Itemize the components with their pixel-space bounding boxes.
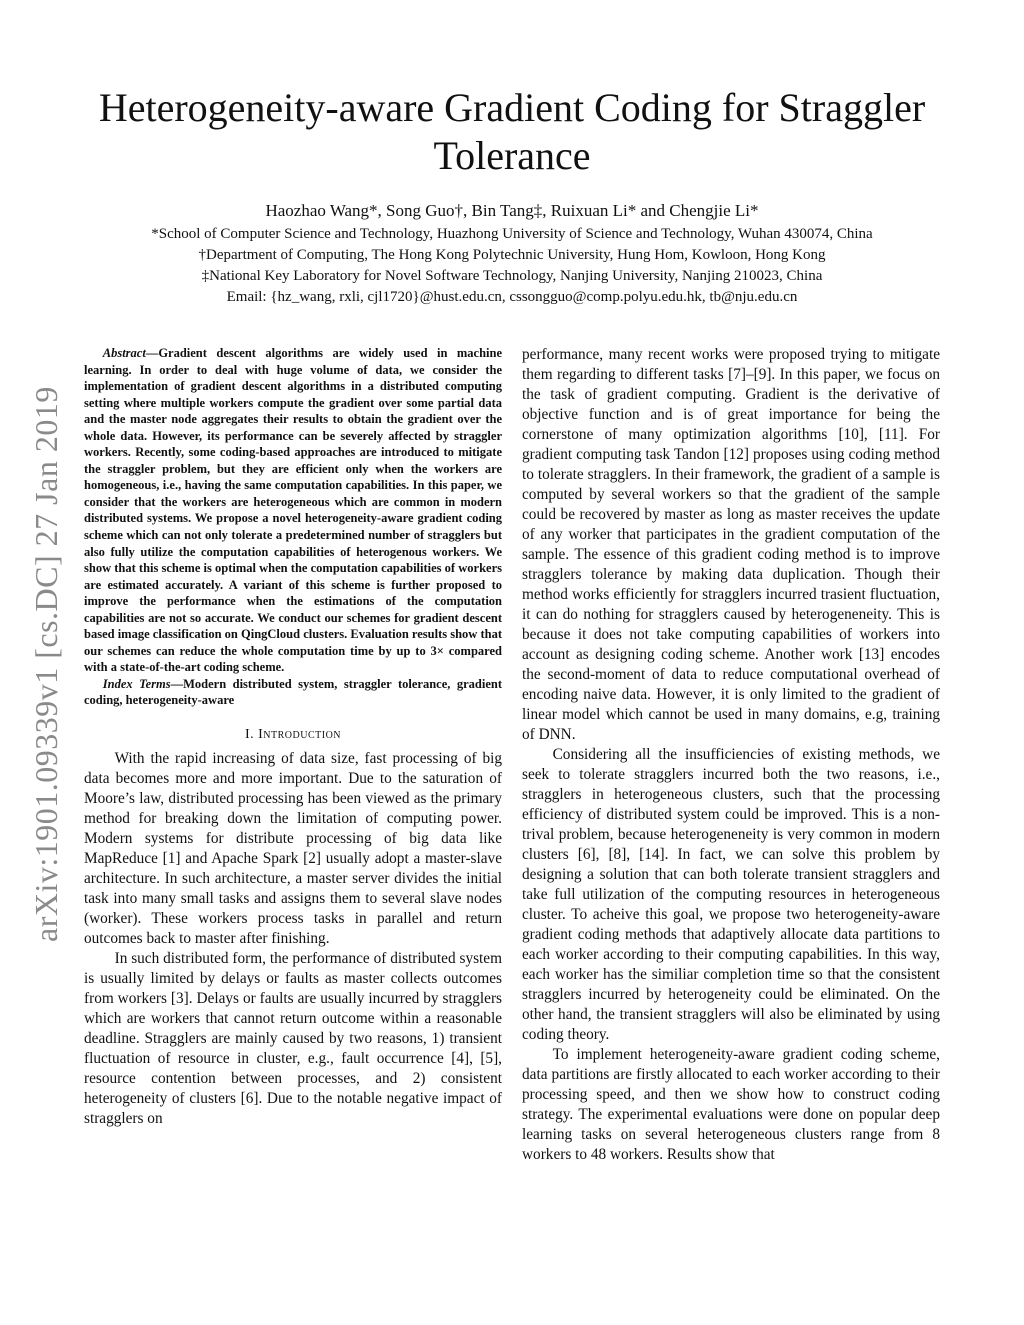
section-heading [84,727,502,743]
intro-paragraph-1: With the rapid increasing of data size, fast processing of big data becomes more and more important. Due to the saturation of Moore’s law, distributed processing has been viewed as the primary method for breaking down the limitation of computing power. Modern systems for distribute processing of big data like MapReduce [1] and Apache Spark [2] usually adopt a master-slave architecture. In such architecture, a master server divides the initial task into many small tasks and assigns them to several slave nodes (worker). These workers process tasks in parallel and return outcomes back to master after finishing. [84,750,502,948]
section-number: I. [244,727,255,743]
right-paragraph-3: To implement heterogeneity-aware gradient coding scheme, data partitions are firstly allocated to each worker according to their processing speed, and then we show how to construct coding strategy. The experimental evaluations were done on popular deep learning tasks on several heterogeneous clusters range from 8 workers to 48 workers. Results show that [522,1046,940,1163]
right-paragraph-1: performance, many recent works were proposed trying to mitigate them regarding to different tasks [7]–[9]. In this paper, we focus on the task of gradient computing. Gradient is the derivative of objective function and is of great importance for being the cornerstone of many optimization algorithms [10], [11]. For gradient computing task Tandon [12] proposes using coding method to tolerate stragglers. In their framework, the gradient of a sample is computed by several workers so that the gradient of the sample could be recovered by master as long as master receives the update of any worker that participates in the gradient computation of the sample. The essence of this gradient coding method is to improve stragglers tolerance by making data duplication. Though their method works efficiently for stragglers incurred trasient fluctuation, it can do nothing for stragglers caused by heterogeneneity. This is because it does not take computing capabilities of workers into account as designing coding scheme. Another work [13] encodes the second-moment of data to reduce computational overhead of encoding naive data. However, it is only limited to the gradient of linear model which cannot be used in many domains, e.g, training of DNN. [522,346,940,743]
affiliation-1: *School of Computer Science and Technology, Huazhong University of Science and Technology, Wuhan 430074, China [151,226,873,242]
paper-title [60,84,964,180]
arxiv-stamp: arXiv:1901.09339v1 [cs.DC] 27 Jan 2019 [28,386,64,942]
right-paragraph-2: Considering all the insufficiencies of existing methods, we seek to tolerate stragglers incurred both the two reasons, i.e., stragglers in heterogeneous clusters, such that the processing efficiency of distributed system could be improved. This is a non-trival problem, because heterogeneneity is very common in modern clusters [6], [8], [14]. In fact, we can solve this problem by designing a solution that can both tolerate transient stragglers and take full utilization of the computing resources in heterogeneous cluster. To acheive this goal, we propose two heterogeneity-aware gradient coding methods that adaptively allocate data partitions to each worker according to their computing capabilities. In this way, each worker has the similiar completion time so that the consistent stragglers incurred by heterogeneity could be eliminated. On the other hand, the transient stragglers will also be eliminated by using coding theory. [522,746,940,1043]
index-terms-label: Index Terms [102,676,171,691]
abstract [84,345,502,676]
section-title: Introduction [258,727,342,743]
right-column [522,345,940,1165]
email-line: Email: {hz_wang, rxli, cjl1720}@hust.edu.cn, cssongguo@comp.polyu.edu.hk, tb@nju.edu.cn [226,289,798,305]
abstract-label: Abstract [102,346,146,360]
title-line-1: Heterogeneity-aware Gradient Coding for Straggler [98,85,926,130]
left-column [84,345,502,1129]
author-list: Haozhao Wang*, Song Guo†, Bin Tang‡, Ruixuan Li* and Chengjie Li* [265,201,759,220]
abstract-text: —Gradient descent algorithms are widely used in machine learning. In order to deal with huge volume of data, we consider the implementation of gradient descent algorithms in a distributed computing setting where multiple workers compute the gradient over some partial data and the master node aggregates their results to obtain the gradient over the whole data. However, its performance can be severely affected by straggler workers. Recently, some coding-based approaches are introduced to mitigate the straggler problem, but they are efficient only when the workers are homogeneous, i.e., having the same computation capabilities. In this paper, we consider that the workers are heterogeneous which are common in modern distributed systems. We propose a novel heterogeneity-aware gradient coding scheme which can not only tolerate a predetermined number of stragglers but also fully utilize the computation capabilities of heterogenous workers. We show that this scheme is optimal when the computation capabilities of workers are estimated accurately. A variant of this scheme is further proposed to improve the performance when the estimations of the computation capabilities are not so accurate. We conduct our schemes for gradient descent based image classification on QingCloud clusters. Evaluation results show that our schemes can reduce the whole computation time by up to 3× compared with a state-of-the-art coding scheme. [84,346,502,675]
index-terms [84,676,502,709]
index-terms-text: —Modern distributed system, straggler tolerance, gradient coding, heterogeneity-aware [84,676,502,708]
affiliation-2: †Department of Computing, The Hong Kong Polytechnic University, Hung Hom, Kowloon, Hong Kong [198,247,826,263]
title-line-2: Tolerance [433,133,591,178]
intro-paragraph-2: In such distributed form, the performance of distributed system is usually limited by delays or faults as master collects outcomes from workers [3]. Delays or faults are usually incurred by stragglers which are workers that cannot return outcome within a reasonable deadline. Stragglers are mainly caused by two reasons, 1) transient fluctuation of resource in cluster, e.g., fault occurrence [4], [5], resource contention between processes, and 2) consistent heterogeneity of clusters [6]. Due to the notable negative impact of stragglers on [84,950,502,1128]
affiliation-3: ‡National Key Laboratory for Novel Software Technology, Nanjing University, Nanjing 210023, China [201,268,823,284]
